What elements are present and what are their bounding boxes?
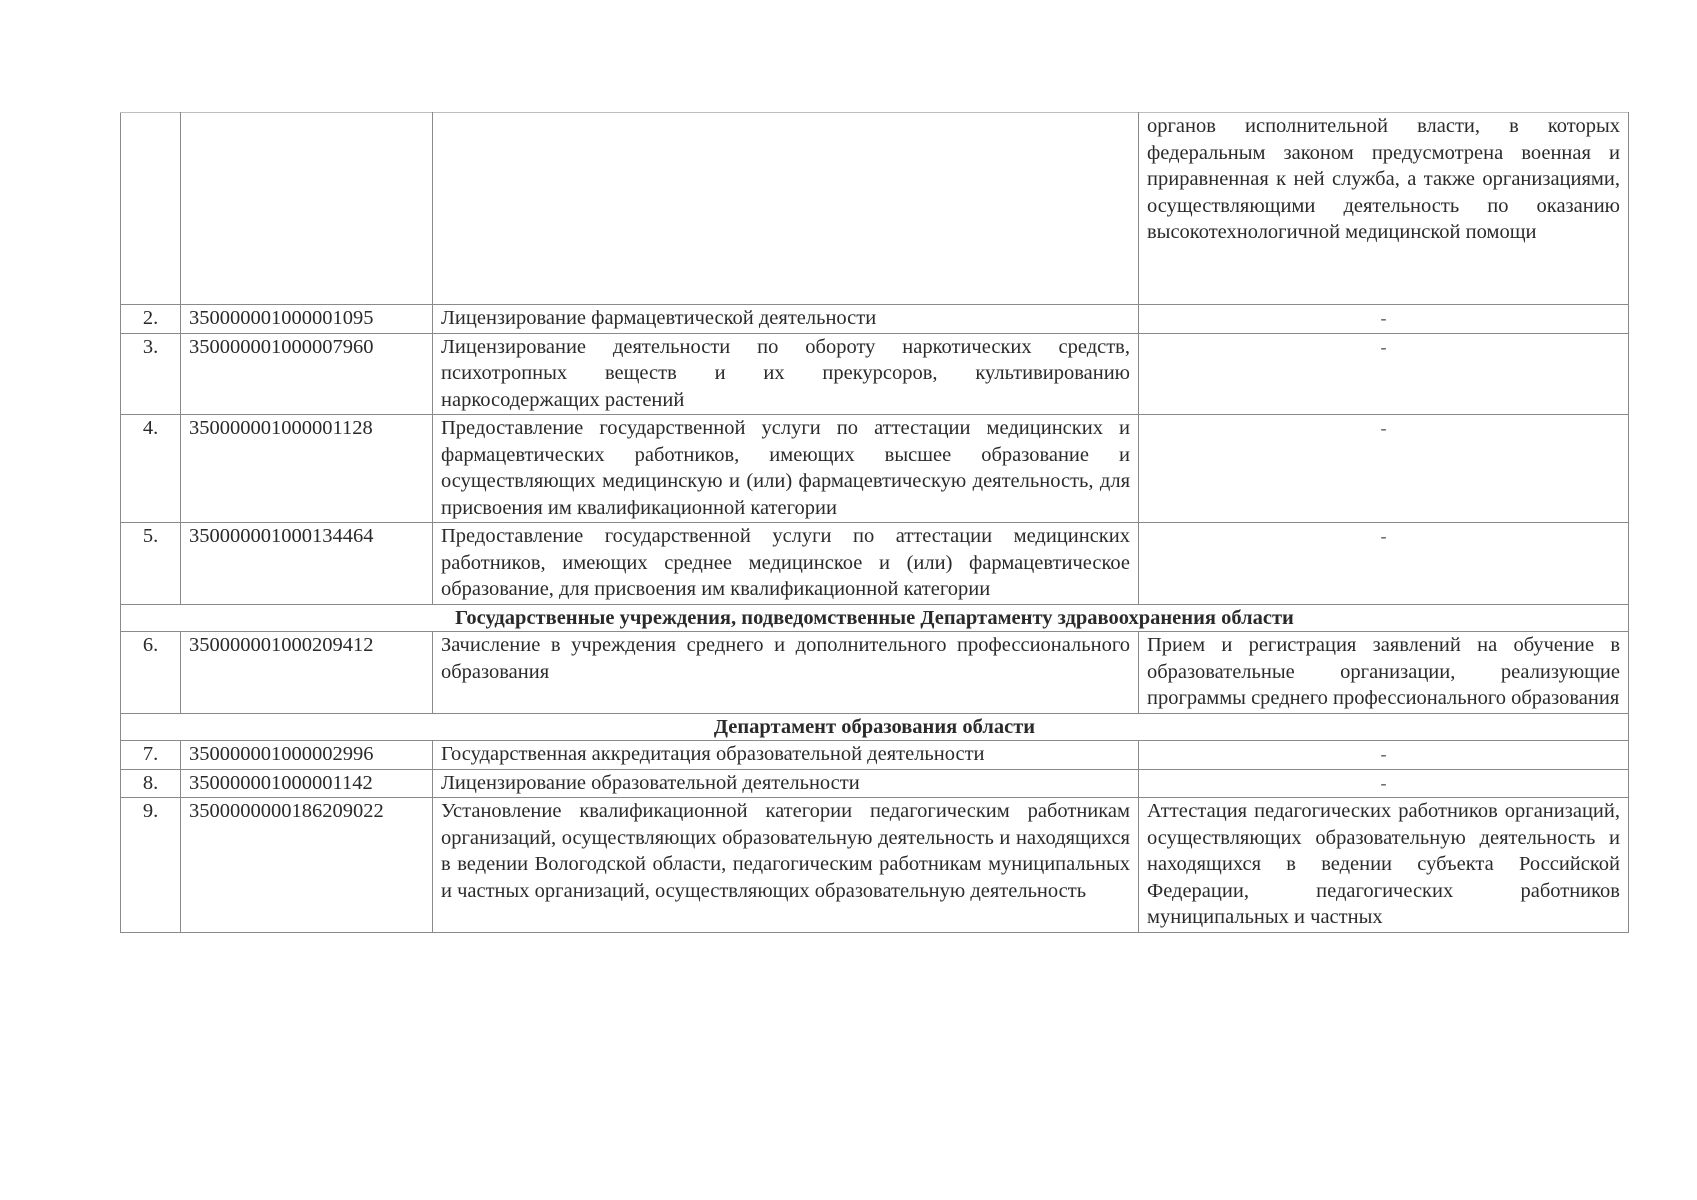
- cell-num: 5.: [121, 523, 181, 605]
- cell-name: Государственная аккредитация образовательной деятельности: [433, 741, 1139, 770]
- cell-code: 350000001000001095: [181, 305, 433, 334]
- cell-sub-service: органов исполнительной власти, в которых федеральным законом предусмотрена военная и приравненная к ней служба, а также организациями, осуществляющими деятельность по оказанию высокотехнологичной медицинской помощи: [1139, 113, 1629, 305]
- table-row: [121, 415, 1629, 523]
- section-header-row: [121, 604, 1629, 632]
- cell-code: 350000001000134464: [181, 523, 433, 605]
- table-row: [121, 798, 1629, 933]
- table-row: [121, 333, 1629, 415]
- cell-code: 350000001000007960: [181, 333, 433, 415]
- table-row-continuation: [121, 113, 1629, 305]
- table-row: [121, 523, 1629, 605]
- cell-name: Предоставление государственной услуги по аттестации медицинских работников, имеющих среднее медицинское и (или) фармацевтическое образование, для присвоения им квалификационной категории: [433, 523, 1139, 605]
- table-row: [121, 741, 1629, 770]
- cell-num: 6.: [121, 632, 181, 714]
- cell-num: 3.: [121, 333, 181, 415]
- cell-num: 4.: [121, 415, 181, 523]
- cell-sub-service: Прием и регистрация заявлений на обучение в образовательные организации, реализующие программы среднего профессионального образования: [1139, 632, 1629, 714]
- cell-num: 8.: [121, 769, 181, 798]
- cell-sub-service: -: [1139, 333, 1629, 415]
- cell-name: Лицензирование деятельности по обороту наркотических средств, психотропных веществ и их прекурсоров, культивированию наркосодержащих растений: [433, 333, 1139, 415]
- cell-sub-service: -: [1139, 523, 1629, 605]
- cell-name: [433, 113, 1139, 305]
- cell-name: Предоставление государственной услуги по аттестации медицинских и фармацевтических работников, имеющих высшее образование и осуществляющих медицинскую и (или) фармацевтическую деятельность, для присвоения им квалификационной категории: [433, 415, 1139, 523]
- cell-num: 7.: [121, 741, 181, 770]
- services-table: [120, 112, 1629, 933]
- cell-code: 3500000000186209022: [181, 798, 433, 933]
- cell-code: 350000001000209412: [181, 632, 433, 714]
- cell-name: Лицензирование образовательной деятельности: [433, 769, 1139, 798]
- cell-code: [181, 113, 433, 305]
- cell-sub-service: -: [1139, 741, 1629, 770]
- cell-num: 9.: [121, 798, 181, 933]
- section-header-row: [121, 713, 1629, 741]
- cell-name: Установление квалификационной категории педагогическим работникам организаций, осуществляющих образовательную деятельность и находящихся в ведении Вологодской области, педагогическим работникам муниципальных и частных организаций, осуществляющих образовательную деятельность: [433, 798, 1139, 933]
- table-row: [121, 769, 1629, 798]
- cell-code: 350000001000002996: [181, 741, 433, 770]
- cell-sub-service: -: [1139, 415, 1629, 523]
- section-title: Департамент образования области: [121, 713, 1629, 741]
- cell-num: [121, 113, 181, 305]
- cell-code: 350000001000001142: [181, 769, 433, 798]
- cell-code: 350000001000001128: [181, 415, 433, 523]
- cell-sub-service: -: [1139, 305, 1629, 334]
- table-row: [121, 632, 1629, 714]
- cell-num: 2.: [121, 305, 181, 334]
- section-title: Государственные учреждения, подведомственные Департаменту здравоохранения области: [121, 604, 1629, 632]
- cell-sub-service: -: [1139, 769, 1629, 798]
- cell-name: Зачисление в учреждения среднего и дополнительного профессионального образования: [433, 632, 1139, 714]
- cell-sub-service: Аттестация педагогических работников организаций, осуществляющих образовательную деятельность и находящихся в ведении субъекта Российской Федерации, педагогических работников муниципальных и частных: [1139, 798, 1629, 933]
- cell-name: Лицензирование фармацевтической деятельности: [433, 305, 1139, 334]
- table-row: [121, 305, 1629, 334]
